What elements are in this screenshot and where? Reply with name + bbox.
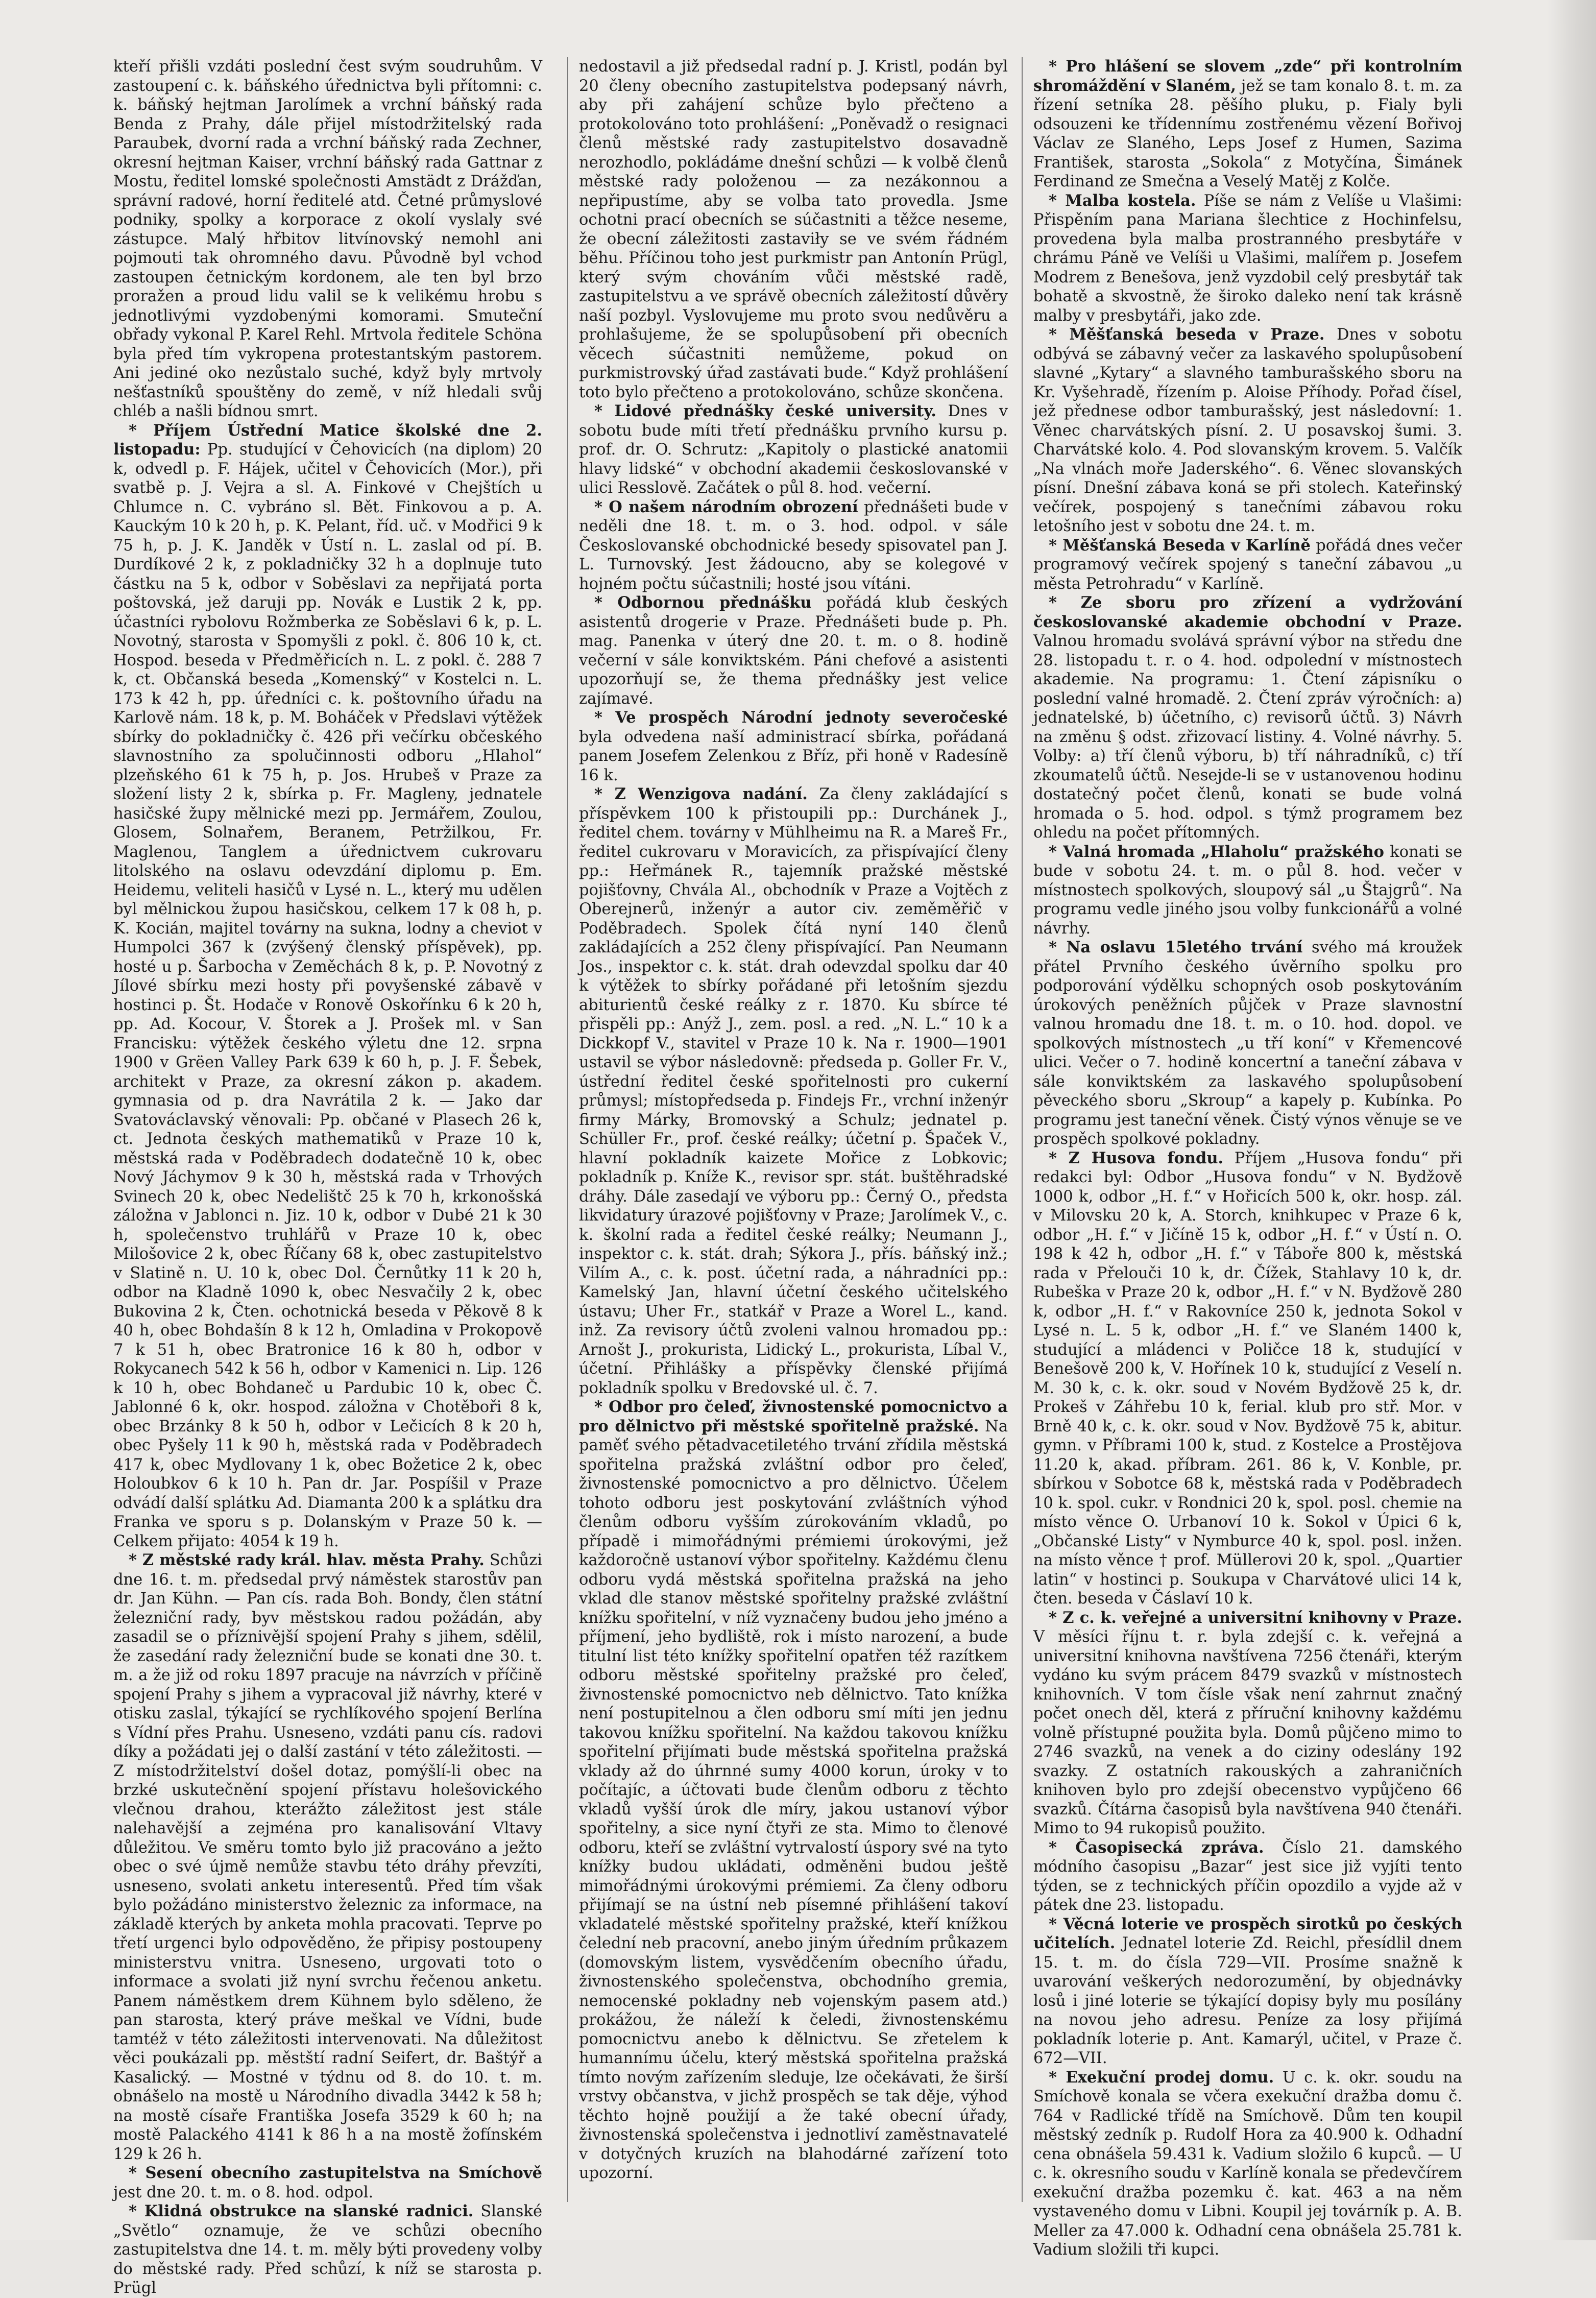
article-text: pořádá dnes večer programový večírek spojený s taneční zábavou „u města Petrohradu“ v Karlíně.: [1033, 536, 1462, 593]
article-paragraph: [1033, 1609, 1462, 1838]
article-paragraph: [579, 402, 1008, 498]
article-heading: * O našem národním obrození: [594, 497, 858, 516]
article-heading: * Klidná obstrukce na slanské radnici.: [129, 2202, 474, 2220]
article-text: Jednatel loterie Zd. Reichl, přesídlil dnem 15. t. m. do čísla 729—VII. Prosíme snažně k uvarování veškerých nedorozumění, by objednávky losů i jiné loterie se týkající dopisy byly mu posílány na novou jeho adresu. Peníze za losy přijímá pokladník loterie p. Ant. Kamarýl, učitel, v Praze č. 672—VII.: [1033, 1934, 1462, 2067]
article-text: Schůzi dne 16. t. m. předsedal prvý náměstek starostův pan dr. Jan Kühn. — Pan cís. rada Boh. Bondy, člen státní železniční rady, byv městskou radou požádán, aby zasadil se o příznivější spojení Prahy s jihem, sdělil, že zasedání rady železniční bude se konati dne 30. t. m. a že již od roku 1897 pracuje na návrzích v příčině spojení Prahy s jihem a vypracoval již návrhy, které v otisku zaslal, týkající se rychlíkového spojení Berlína s Vídní přes Prahu. Usneseno, vzdáti panu cís. radovi díky a požádati jej o další zastání v této záležitosti. — Z místodržitelství došel dotaz, pomýšlí-li obec na brzké uskutečnění spojení přístavu holešovického vlečnou drahou, kterážto záležitost jest stále nalehavější a zejména pro kanalisování Vltavy důležitou. Ve směru tomto bylo již pracováno a ježto obec o své újmě nemůže stavbu této dráhy převzíti, usneseno, svolati anketu interesentů. Před tím však bylo požádáno ministerstvo železnic za informace, na základě kterých by anketa mohla pracovati. Teprve po třetí urgenci bylo odpověděno, že připisy postoupeny ministerstvu vnitra. Usneseno, urgovati toto o informace a svolati již nyní svrchu řečenou anketu. Panem náměstkem drem Kühnem bylo sděleno, že pan starosta, který práve meškal ve Vídni, bude tamtéž v této záležitosti intervenovati. Na důležitost věci poukázali pp. městští radní Seifert, dr. Baštýř a Kasalický. — Mostné v týdnu od 8. do 10. t. m. obnášelo na mostě u Národního divadla 3442 k 58 h; na mostě císaře Františka Josefa 3529 k 60 h; na mostě Palackého 4141 k 86 h a na mostě žofínském 129 k 26 h.: [113, 1551, 542, 2163]
article-heading: * Ve prospěch Národní jednoty severočeské: [594, 708, 1008, 727]
article-text: byla odvedena naší administrací sbírka, pořádaná panem Josefem Zelenkou z Bříz, při honě v Radesíně 16 k.: [579, 728, 1008, 784]
article-paragraph: [113, 2164, 542, 2202]
article-heading: * Malba kostela.: [1049, 191, 1196, 210]
article-text: svého má kroužek přátel Prvního českého úvěrního spolku pro podporování výdělku schopných osob poskytováním úrokových peněžních půjček v Praze slavnostní valnou hromadu dne 18. t. m. o 10. hod. dopol. ve spolkových místnostech „u tří koní“ v Křemencové ulici. Večer o 7. hodině koncertní a taneční zábava v sále konviktském za laskavého spolupůsobení pěveckého sboru „Skroup“ a kapely p. Kubínka. Po programu jest taneční věnek. Čistý výnos věnuje se ve prospěch spolkové pokladny.: [1033, 939, 1462, 1148]
article-text: Příjem „Husova fondu“ při redakci byl: Odbor „Husova fondu“ v N. Bydžově 1000 k, odbor „H. f.“ v Hořicích 500 k, okr. hosp. zál. v Milovsku 20 k, A. Storch, knihkupec v Praze 6 k, odbor „H. f.“ v Jičíně 15 k, odbor „H. f.“ v Ústí n. O. 198 k 42 h, odbor „H. f.“ v Táboře 800 k, městská rada v Přelouči 10 k, dr. Čížek, Stahlavy 10 k, dr. Rubeška v Praze 20 k, odbor „H. f.“ v N. Bydžově 280 k, odbor „H. f.“ v Rakovníce 250 k, jednota Sokol v Lysé n. L. 5 k, odbor „H. f.“ ve Slaném 1400 k, studující a mládenci v Poličce 18 k, studující v Benešově 200 k, V. Hořínek 10 k, studující z Veselí n. M. 30 k, c. k. okr. soud v Novém Bydžově 25 k, dr. Prokeš v Záhřebu 10 k, ferial. klub pro stř. Mor. v Brně 40 k, c. k. okr. soud v Nov. Bydžově 75 k, abitur. gymn. v Příbrami 100 k, stud. z Kostelce a Prostějova 11.20 k, akad. příbram. 261. 86 k, V. Konble, pr. sbírkou v Sobotce 68 k, městská rada v Poděbradech 10 k. spol. cukr. v Rondnici 20 k, spol. posl. chemie na místo věnce O. Urbanoví 10 k. Sokol v Úpici 6 k, „Občanské Listy“ v Nymburce 40 k, spol. posl. inžen. na místo věnce † prof. Müllerovi 20 k, spol. „Quartier latin“ v hostinci p. Soukupa v Charvátové ulici 14 k, čten. beseda v Čáslaví 10 k.: [1033, 1149, 1462, 1608]
column-divider: [1022, 57, 1023, 2202]
article-text: pořádá klub českých asistentů drogerie v Praze. Přednášeti bude p. Ph. mag. Panenka v úterý dne 20. t. m. o 8. hodině večerní v sále konviktském. Páni chefové a asistenti upozorňují se, že thema přednášky jest velice zajímavé.: [579, 594, 1008, 708]
article-paragraph: [1033, 938, 1462, 1149]
article-heading: * Měšťanská Beseda v Karlíně: [1049, 536, 1311, 555]
article-text: Pp. studující v Čehovicích (na diplom) 20 k, odvedl p. F. Hájek, učitel v Čehovicích (Mor.), při svatbě p. J. Vejra a sl. A. Finkové v Chejštích u Chlumce n. C. vybráno sl. Bět. Finkovou a p. A. Kauckým 10 k 20 h, p. K. Pelant, říd. uč. v Modřici 9 k 75 h, p. J. K. Janděk v Ústí n. L. zaslal od pí. B. Durdíkové 2 k, z pokladničky 32 h a doplnuje tuto částku na 5 k, odbor v Soběslavi za nepřijatá porta poštovská, jež daruji pp. Novák e Lustik 2 k, pp. účastníci rybolovu Rožmberka ze Soběslavi 6 k, p. L. Novotný, starosta v Spomyšli z pokl. č. 806 10 k, ct. Hospod. beseda v Předměřicích n. L. z pokl. č. 288 7 k, ct. Občanská beseda „Komenský“ v Kostelci n. L. 173 k 42 h, pp. úředníci c. k. poštovního úřadu na Karlově nám. 18 k, p. M. Boháček v Předslavi výtěžek sbírky do pokladničky č. 426 při večírku občeského slavnostního za spolučinnosti odboru „Hlahol“ plzeňského 61 k 75 h, p. Jos. Hrubeš v Praze za složení listy 2 k, sbírka p. Fr. Magleny, jednatele hasičské župy mělnické mezi pp. Jermářem, Zoulou, Glosem, Solnařem, Beranem, Petržilkou, Fr. Maglenou, Tanglem a úřednictvem cukrovaru litolského na oslavu odevzdání diplomu p. Em. Heidemu, veliteli hasičů v Lysé n. L., který mu udělen byl mělnickou župou hasičskou, celkem 17 k 08 h, p. K. Kocián, majitel továrny na sukna, lodny a cheviot v Humpolci 367 k (zvýšený členský příspěvek), pp. hosté u p. Šarbocha v Zeměchách 8 k, p. P. Novotný z Jílové sbírku mezi hosty při povyšenské zábavě v hostinci p. Št. Hodače v Ronově Oskořínku 6 k 20 h, pp. Ad. Kocour, V. Štorek a J. Prošek ml. v San Francisku: výtěžek českého výletu dne 12. srpna 1900 v Grëen Valley Park 639 k 60 h, p. J. F. Šebek, architekt v Praze, za okresní zákon p. akadem. gymnasia od p. dra Navrátila 2 k. — Jako dar Svatováclavský věnovali: Pp. občané v Plasech 26 k, ct. Jednota českých mathematiků v Praze 10 k, městská rada v Poděbradech dodatečně 10 k, obec Nový Jáchymov 9 k 30 h, městská rada v Trhových Svinech 20 k, obec Nedelištč 25 k 70 h, krkonošská záložna v Jablonci n. Jiz. 10 k, odbor v Dubé 21 k 30 h, společenstvo truhlářů v Praze 10 k, obec Milošovice 2 k, obec Říčany 68 k, obec zastupitelstvo v Slatině n. U. 10 k, obec Dol. Černůtky 11 k 20 h, odbor na Kladně 1090 k, obec Nesvačily 2 k, obec Bukovina 2 k, Čten. ochotnická beseda v Pěkově 8 k 40 h, obec Bohdašín 8 k 12 h, Omladina v Prokopově 7 k 51 h, obec Bratronice 16 k 80 h, odbor v Rokycanech 542 k 56 h, odbor v Kamenici n. Lip. 126 k 10 h, obec Bohdaneč u Pardubic 10 k, obec Č. Jablonné 6 k, okr. hospod. záložna v Chotěboři 8 k, obec Brzánky 8 k 50 h, odbor v Lečicích 8 k 20 h, obec Pyšely 11 k 90 h, městská rada v Poděbradech 417 k, obec Mydlovany 1 k, obec Božetice 2 k, obec Holoubkov 6 k 10 h. Pan dr. Jar. Pospíšil v Praze odvádí další splátku Ad. Diamanta 200 k a splátku dra Franka ve sporu s p. Dolanským v Praze 50 k. — Celkem přijato: 4054 k 19 h.: [113, 441, 542, 1550]
article-text: přednášeti bude v neděli dne 18. t. m. o 3. hod. odpol. v sále Českoslovanské obchodnické besedy spisovatel pan J. L. Turnovský. Jest žádoucno, aby se kolegové v hojném počtu súčastnili; hosté jsou vítáni.: [579, 498, 1008, 593]
article-paragraph: [1033, 57, 1462, 192]
article-heading: * Sesení obecního zastupitelstva na Smíchově: [129, 2164, 542, 2182]
article-text: U c. k. okr. soudu na Smíchově konala se včera exekuční dražba domu č. 764 v Radlické třídě na Smíchově. Dům ten koupil městský zedník p. Rudolf Hora za 40.900 k. Odhadní cena obnášela 59.431 k. Vadium složilo 6 kupců. — U c. k. okresního soudu v Karlíně konala se předevčírem exekuční dražba pozemku č. kat. 463 a na něm vystaveného domu v Libni. Koupil jej továrník p. A. B. Meller za 47.000 k. Odhadní cena obnášela 25.781 k. Vadium složili tři kupci.: [1033, 2068, 1462, 2259]
column-1: [113, 57, 542, 2297]
article-heading: * Odbor pro čeleď, živnostenské pomocnictvo a pro dělnictvo při městské spořitelně pražské.: [579, 1398, 1008, 1435]
article-heading: * Z Husova fondu.: [1049, 1148, 1224, 1167]
article-paragraph: [1033, 593, 1462, 843]
article-text: Píše se nám z Velíše u Vlašimi: Přispěním pana Mariana šlechtice z Hochinfelsu, provedena byla malba prostranného presbytáře v chrámu Páně ve Velíši u Vlašimi, malířem p. Josefem Modrem z Benešova, jenž vyzdobil celý presbytář tak bohatě a skvostně, že široko daleko není tak krásně malby v presbytáři, jako zde.: [1033, 192, 1463, 325]
article-paragraph: [579, 498, 1008, 594]
article-text: Číslo 21. damského módního časopisu „Bazar“ jest sice již vyjíti tento týden, se z technických příčin opozdilo a vyjde až v pátek dne 23. listopadu.: [1033, 1838, 1462, 1914]
article-paragraph: [1033, 1915, 1462, 2068]
article-paragraph: [579, 708, 1008, 785]
article-text: Na paměť svého pětadvacetiletého trvání zřídila městská spořitelna pražská zvláštní odbor pro čeleď, živnostenské pomocnictvo a pro dělnictvo. Účelem tohoto odboru jest poskytování zvláštních výhod členům odboru vyšším zúrokováním vkladů, po případě i mimořádnými prémiemi úrokovými, jež každoročně ustanoví výbor spořitelny. Každému členu odboru vydá městská spořitelna pražská na jeho vklad dle stanov městské spořitelny pražské zvláštní knížku spořitelní, v níž vyznačeny budou jeho jméno a příjmení, jeho bydliště, rok i místo narození, a bude titulní list této knížky spořitelní opatřen též razítkem odboru městské spořitelny pražské pro čeleď, živnostenské pomocnictvo neb dělnictvo. Tato knížka není postupitelnou a člen odboru smí míti jen jednu takovou knížku spořitelní. Na každou takovou knížku spořitelní přijímati bude městská spořitelna pražská vklady až do úhrnné sumy 4000 korun, úroky v to počítajíc, a účtovati bude členům odboru z těchto vkladů vyšší úrok dle míry, jakou ustanoví výbor spořitelny, a sice nyní čtyři ze sta. Mimo to členové odboru, kteří se zvláštní vytrvalostí úspory své na tyto knížky budou ukládati, odměněni budou ještě mimořádnými úrokovými prémiemi. Za členy odboru přijímají se na ústní neb písemné přihlášení takoví vkladatelé městské spořitelny pražské, kteří knížkou čelední neb pracovní, anebo jiným úředním průkazem (domovským listem, vysvědčením obecního úřadu, živnostenského společenstva, obchodního gremia, nemocenské pokladny neb vojenským pasem atd.) prokážou, že náleží k čeledi, živnostenskému pomocnictvu anebo k dělnictvu. Se zřetelem k humannímu účelu, který městská spořitelna pražská tímto novým zařízením sleduje, lze očekávati, že širší vrstvy občanstva, v jichž prospěch se tak děje, výhod těchto hojně použijí a že také obecní úřady, živnostenská společenstva i jednotliví zaměstnavatelé v dotyčných kruzích na blahodárné zařízení toto upozorní.: [579, 1417, 1008, 2182]
article-heading: * Lidové přednášky české university.: [594, 402, 936, 420]
article-paragraph: [579, 593, 1008, 708]
article-text: kteří přišli vzdáti poslední čest svým soudruhům. V zastoupení c. k. báňského úřednictva byli přítomni: c. k. báňský hejtman Jarolímek a vrchní báňský rada Benda z Prahy, dále přijel místodržitelský rada Paraubek, dvorní rada a vrchní báňský rada Zechner, okresní hejtman Kaiser, vrchní báňský rada Gattnar z Mostu, ředitel lomské společnosti Amstädt z Drážďan, správní radové, horní ředitelé atd. Četné průmyslové podniky, spolky a korporace z okolí vyslaly své zástupce. Malý hřbitov litvínovský nemohl ani pojmouti tak ohromného davu. Původně byl vchod zastoupen četnickým kordonem, ale ten byl brzo proražen a proud lidu valil se k velikému hrobu s jednotlivými vyzdobenými komorami. Smuteční obřady vykonal P. Karel Rehl. Mrtvola ředitele Schöna byla před tím vykropena protestantským pastorem. Ani jediné oko nezůstalo suché, když byly mrtvoly nešťastníků spouštěny do země, v níž hledali svůj chléb a našli bídnou smrt.: [113, 58, 542, 420]
article-text: jež se tam konalo 8. t. m. za řízení setníka 28. pěšího pluku, p. Fialy byli odsouzeni ke třídennímu zostřenému vězení Bořivoj Václav ze Slaného, Leps Josef z Humen, Sazima František, starosta „Sokola“ z Motyčína, Šimánek Ferdinand ze Smečna a Veselý Matěj z Kolče.: [1033, 77, 1462, 190]
article-paragraph: [1033, 536, 1462, 594]
article-paragraph: [1033, 1149, 1462, 1609]
article-heading: * Exekuční prodej domu.: [1049, 2068, 1274, 2087]
article-heading: * Věcná loterie ve prospěch sirotků po českých učitelích.: [1033, 1914, 1462, 1952]
article-heading: * Příjem Ústřední Matice školské dne 2. listopadu:: [113, 421, 542, 459]
article-paragraph: [579, 57, 1008, 402]
article-text: Dnes v sobotu odbývá se zábavný večer za laskavého spolupůsobení slavné „Kytary“ a slavného tamburašského sboru na Kr. Vyšehradě, řízením p. Aloise Příhody. Pořad čísel, jež přednese odbor tamburašský, jest následovní: 1. Věnec charvátských písní. 2. U posavskoj šumi. 3. Charvátské kolo. 4. Pod slovanským krovem. 5. Valčík „Na vlnách moře Jaderského“. 6. Věnec slovanských písní. Dnešní zábava koná se při stolech. Kateřinský večírek, pospojený s tanečními zábavou roku letošního jest v sobotu dne 24. t. m.: [1033, 326, 1462, 535]
article-heading: * Odbornou přednášku: [594, 593, 812, 612]
article-text: jest dne 20. t. m. o 8. hod. odpol.: [113, 2183, 374, 2201]
article-heading: * Měšťanská beseda v Praze.: [1049, 325, 1325, 344]
article-heading: * Z Wenzigova nadání.: [594, 785, 808, 803]
article-text: Slanské „Světlo“ oznamuje, že ve schůzi obecního zastupitelstva dne 14. t. m. měly býti provedeny volby do městské rady. Před schůzí, k níž se starosta p. Prügl: [113, 2203, 542, 2297]
article-text: Valnou hromadu svolává správní výbor na středu dne 28. listopadu t. r. o 4. hod. odpolední v místnostech akademie. Na programu: 1. Čtení zápisníku o poslední valné hromadě. 2. Čtení zpráv výročních: a) jednatelské, b) účetního, c) revisorů účtů. 3) Návrh na změnu § odst. zřizovací listiny. 4. Volné návrhy. 5. Volby: a) tří členů výboru, b) tří náhradníků, c) tří zkoumatelů účtů. Nesejde-li se v ustanovenou hodinu dostatečný počet členů, konati se bude volná hromada o 5. hod. odpol. s týmž programem bez ohledu na počet přítomných.: [1033, 632, 1462, 842]
page-edge-shadow: [1547, 0, 1596, 2240]
article-text: nedostavil a již předsedal radní p. J. Kristl, podán byl 20 členy obecního zastupitelstva podepsaný návrh, aby při zahájení schůze bylo přečteno a protokolováno toto prohlášení: „Poněvadž o resignaci členů městské rady zastupitelstvo dosavadně nerozhodlo, pokládáme dnešní schůzi — k volbě členů městské rady položenou — za nezákonnou a nepřipustíme, aby se volba tato provedla. Jsme ochotni prací obecních se súčastniti a těžce neseme, že obecní záležitosti zastaviły se ve svém řádném běhu. Příčinou toho jest purkmistr pan Antonín Prügl, který svým chováním vůči městské radě, zastupitelstvu a ve správě obecních záležitostí důvěry naší pozbyl. Vyslovujeme mu proto svou nedůvěru a prohlašujeme, že se spolupůsobení při obecních věcech súčastniti nemůžeme, pokud on purkmistrovský úřad zastávati bude.“ Když prohlášení toto bylo přečteno a protokolováno, schůze skončena.: [579, 58, 1008, 401]
article-heading: * Na oslavu 15letého trvání: [1049, 938, 1303, 956]
article-paragraph: [1033, 192, 1462, 326]
article-text: V měsíci říjnu t. r. byla zdejší c. k. veřejná a universitní knihovna navštívena 7256 čtenáři, kterým vydáno ku svým prácem 8479 svazků v místnostech knihovních. V tom čísle však není zahrnut značný počet onech děl, která z příruční knihovny každému volně přístupné použita byla. Domů půjčeno mimo to 2746 svazků, na venek a do ciziny odeslány 192 svazky. Z ostatních rakouských a zahraničních knihoven bylo pro zdejší obecenstvo vypůjčeno 66 svazků. Čítárna časopisů byla navštívena 940 čtenáři. Mimo to 94 rukopisů použito.: [1033, 1628, 1462, 1837]
article-paragraph: [579, 785, 1008, 1398]
article-paragraph: [579, 1398, 1008, 2183]
article-heading: * Valná hromada „Hlaholu“ pražského: [1049, 842, 1384, 861]
article-text: konati se bude v sobotu 24. t. m. o půl 8. hod. večer v místnostech spolkových, sloupový sál „u Štajgrů“. Na programu vedle jiného jsou volby funkcionářů a volné návrhy.: [1033, 843, 1462, 938]
article-paragraph: [113, 2202, 542, 2298]
article-heading: * Pro hlášení se slovem „zde“ při kontrolním shromáždění v Slaném,: [1033, 57, 1462, 95]
article-heading: * Z c. k. veřejné a universitní knihovny v Praze.: [1049, 1608, 1462, 1627]
article-paragraph: [113, 1551, 542, 2164]
article-text: Za členy zakládající s příspěvkem 100 k přistoupili pp.: Durchánek J., ředitel chem. továrny v Mühlheimu na R. a Mareš Fr., ředitel cukrovaru v Moravicích, za přispívající členy pp.: Heřmánek R., tajemník pražské městské pojišťovny, Chvála Al., obchodník v Praze a Vojtěch z Oberejnerů, inženýr a autor civ. zeměměřič v Poděbradech. Spolek čítá nyní 140 členů zakládajících a 252 členy přispívající. Pan Neumann Jos., inspektor c. k. stát. drah odevzdal spolku dar 40 k výtěžek to sbírky pořádané při letošním sjezdu abiturientů české reálky z r. 1870. Ku sbírce té přispěli pp.: Anýž J., zem. posl. a red. „N. L.“ 10 k a Dickkopf V., stavitel v Praze 10 k. Na r. 1900—1901 ustavil se výbor následovně: předseda p. Goller Fr. V., ústřední ředitel české spořitelnosti pro cukerní průmysl; místopředseda p. Findejs Fr., vrchní inženýr firmy Márky, Bromovský a Schulz; jednatel p. Schüller Fr., prof. české reálky; účetní p. Špaček V., hlavní pokladník kaizete Mořice z Lobkovic; pokladník p. Kníže K., revisor spr. stát. buštěhradské dráhy. Dále zasedají ve výboru pp.: Černý O., předsta likvidatury úrazové pojišťovny v Praze; Jarolímek V., c. k. školní rada a ředitel české reálky; Neumann J., inspektor c. k. stát. drah; Sýkora J., přís. báňský inž.; Vilím A., c. k. post. účetní rada, a náhradníci pp.: Kamelský Jan, hlavní účetní českého učitelského ústavu; Uher Fr., statkář v Praze a Worel L., kand. inž. Za revisory účtů zvoleni valnou hromadou pp.: Arnošt J., prokurista, Lidický L., prokurista, Líbal V., účetní. Přihlášky a příspěvky členské přijímá pokladník spolku v Bredovské ul. č. 7.: [579, 785, 1008, 1397]
article-heading: * Z městské rady král. hlav. města Prahy.: [129, 1551, 485, 1569]
article-paragraph: [113, 421, 542, 1551]
article-paragraph: [1033, 2068, 1462, 2260]
column-2: [579, 57, 1008, 2202]
article-paragraph: [1033, 843, 1462, 939]
text-columns: [113, 57, 1463, 2297]
article-heading: * Časopisecká zpráva.: [1049, 1838, 1264, 1857]
article-paragraph: [113, 57, 542, 421]
article-heading: * Ze sboru pro zřízení a vydržování českoslovanské akademie obchodní v Praze.: [1033, 593, 1462, 631]
article-text: Dnes v sobotu bude míti třetí přednášku prvního kursu p. prof. dr. O. Schrutz: „Kapitoly o plastické anatomii hlavy lidské“ v obchodní akademii českoslovanské v ulici Resslově. Začátek o půl 8. hod. večerní.: [579, 402, 1008, 497]
column-3: [1033, 57, 1463, 2259]
column-divider: [567, 57, 568, 2202]
article-paragraph: [1033, 1838, 1462, 1915]
article-paragraph: [1033, 325, 1462, 536]
